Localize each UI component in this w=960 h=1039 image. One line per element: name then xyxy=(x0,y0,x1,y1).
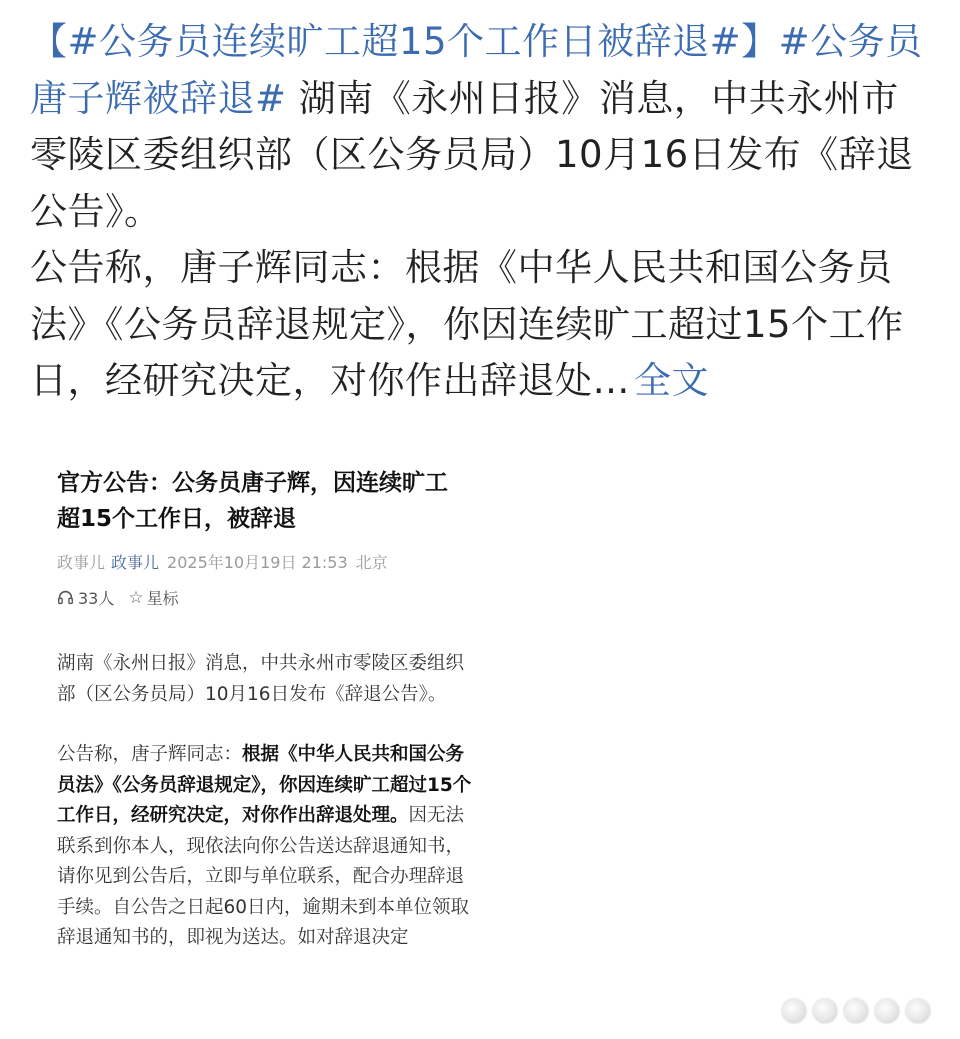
article-meta xyxy=(57,550,477,573)
image-page-indicator xyxy=(762,995,950,1027)
article-body xyxy=(57,649,477,984)
article-title: 官方公告：公务员唐子辉，因连续旷工超15个工作日，被辞退 xyxy=(57,470,448,532)
page-dot[interactable] xyxy=(906,999,930,1023)
article-location: 北京 xyxy=(355,553,388,572)
star-outline-icon[interactable]: ☆ xyxy=(128,587,144,608)
page-dot[interactable] xyxy=(844,999,868,1023)
post-text: 公告称，唐子辉同志：根据《中华人民共和国公务员法》《公务员辞退规定》，你因连续旷工超过15个工作日，经研究决定，对你作出辞退处… xyxy=(30,246,904,402)
listen-row xyxy=(57,586,179,609)
page-dot[interactable] xyxy=(782,999,806,1023)
page-dot[interactable] xyxy=(875,999,899,1023)
headphones-icon[interactable] xyxy=(57,589,74,606)
weibo-post-text xyxy=(30,14,935,410)
read-more-link[interactable]: 全文 xyxy=(634,359,709,402)
page-dot[interactable] xyxy=(813,999,837,1023)
article-author-link[interactable]: 政事儿 xyxy=(111,553,160,572)
article-screenshot[interactable] xyxy=(30,435,485,1015)
article-paragraph: 公告称，唐子辉同志：根据《中华人民共和国公务员法》《公务员辞退规定》，你因连续旷工超过15个工作日，经研究决定，对你作出辞退处理。因无法联系到你本人，现依法向你公告送达辞退通知书，请你见到公告后，立即与单位联系，配合办理辞退手续。自公告之日起60日内，逾期未到本单位领取辞退通知书的，即视为送达。如对辞退决定 xyxy=(57,744,472,948)
article-date: 2025年10月19日 21:53 xyxy=(167,553,348,572)
listener-count: 33人 xyxy=(78,589,115,608)
bold-text: 根据《中华人民共和国公务员法》《公务员辞退规定》，你因连续旷工超过15个工作日，经研究决定，对你作出辞退处理。 xyxy=(57,744,472,826)
star-label[interactable]: 星标 xyxy=(146,589,179,608)
hashtag-link[interactable]: #公务员唐子辉被辞退# xyxy=(30,20,923,120)
post-paragraph-1 xyxy=(30,14,935,240)
post-paragraph-2 xyxy=(30,240,935,410)
hashtag-link[interactable]: 【#公务员连续旷工超15个工作日被辞退#】 xyxy=(30,20,779,63)
post-text: 湖南《永州日报》消息，中共永州市零陵区委组织部（区公务员局）10月16日发布《辞退公告》。 xyxy=(30,76,914,233)
article-source: 政事儿 xyxy=(57,553,106,572)
article-paragraph: 湖南《永州日报》消息，中共永州市零陵区委组织部（区公务员局）10月16日发布《辞退公告》。 xyxy=(57,653,465,705)
